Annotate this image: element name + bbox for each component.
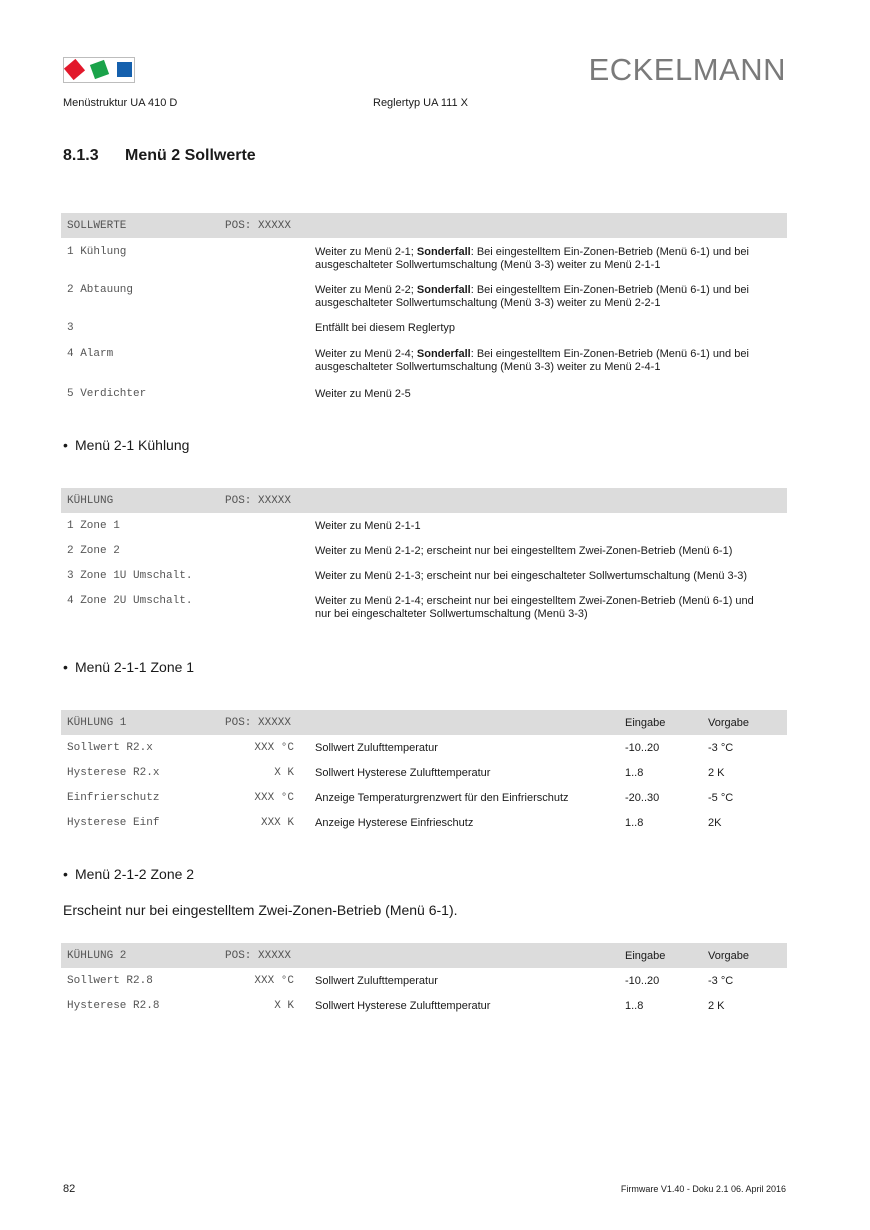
table-header [61,213,787,238]
controller-type: Reglertyp UA 111 X [373,97,468,109]
menu-pos: POS: XXXXX [225,220,292,232]
row-name: 3 [67,322,74,334]
table-row [61,388,787,408]
row-description: Weiter zu Menü 2-4; Sonderfall: Bei eingestelltem Ein-Zonen-Betrieb (Menü 6-1) und bei ausgeschalteter Sollwertumschaltung (Menü 3-3) weiter zu Menü 2-4-1 [315,348,749,373]
row-default-value: 2 K [708,1000,725,1012]
row-unit: X K [274,1000,294,1012]
row-default-value: -5 °C [708,792,734,804]
table-row [61,322,787,348]
row-input-range: -10..20 [625,975,660,987]
table-row [61,348,787,386]
row-description: Sollwert Hysterese Zulufttemperatur [315,1000,491,1012]
row-unit: XXX °C [254,975,294,987]
row-name: 1 Zone 1 [67,520,120,532]
row-name: Hysterese R2.x [67,767,160,779]
row-unit: XXX K [260,817,294,829]
table-row [61,792,787,817]
row-description: Weiter zu Menü 2-1-3; erscheint nur bei eingeschalteter Sollwertumschaltung (Menü 3-3) [315,570,748,582]
table-header [61,943,787,968]
menu-title: KÜHLUNG 2 [67,950,127,962]
bullet-menu-2-1-1: • Menü 2-1-1 Zone 1 [63,659,195,675]
row-default-value: 2 K [708,767,725,779]
section-title-text: Menü 2 Sollwerte [125,147,256,164]
row-description: Anzeige Hysterese Einfrieschutz [315,817,474,829]
logo-red-square [64,59,85,80]
table-zone-2 [61,943,787,1013]
row-description: Sollwert Zulufttemperatur [315,975,438,987]
row-name: Hysterese Einf [67,817,160,829]
row-input-range: 1..8 [625,1000,644,1012]
row-description: Sollwert Zulufttemperatur [315,742,438,754]
page-number: 82 [63,1183,76,1195]
row-name: Einfrierschutz [67,792,160,804]
row-name: 5 Verdichter [67,388,147,400]
row-input-range: -10..20 [625,742,660,754]
row-description: Weiter zu Menü 2-1-4; erscheint nur bei eingestelltem Zwei-Zonen-Betrieb (Menü 6-1) und nur bei eingeschalteter Sollwertumschaltung (Menü 3-3) [315,595,754,620]
table-row [61,1000,787,1020]
row-description: Anzeige Temperaturgrenzwert für den Einfrierschutz [315,792,569,804]
document-title: Menüstruktur UA 410 D [63,97,178,109]
row-name: 2 Zone 2 [67,545,120,557]
menu-title: SOLLWERTE [67,220,127,232]
table-row [61,246,787,282]
row-default-value: 2K [708,817,722,829]
row-unit: XXX °C [254,742,294,754]
row-input-range: -20..30 [625,792,660,804]
column-default-header: Vorgabe [708,717,749,729]
column-default-header: Vorgabe [708,950,749,962]
row-description: Weiter zu Menü 2-1; Sonderfall: Bei eingestelltem Ein-Zonen-Betrieb (Menü 6-1) und bei ausgeschalteter Sollwertumschaltung (Menü 3-3) weiter zu Menü 2-1-1 [315,246,749,271]
table-row [61,817,787,837]
section-number: 8.1.3 [63,147,99,164]
section-title [63,147,256,165]
table-header [61,710,787,735]
column-input-header: Eingabe [625,717,666,729]
table-sollwerte [61,213,787,400]
row-description: Weiter zu Menü 2-2; Sonderfall: Bei eingestelltem Ein-Zonen-Betrieb (Menü 6-1) und bei ausgeschalteter Sollwertumschaltung (Menü 3-3) weiter zu Menü 2-2-1 [315,284,749,309]
table-row [61,595,787,625]
row-description: Sollwert Hysterese Zulufttemperatur [315,767,491,779]
row-unit: XXX °C [254,792,294,804]
row-default-value: -3 °C [708,975,734,987]
row-input-range: 1..8 [625,817,644,829]
table-row [61,570,787,595]
row-name: 2 Abtauung [67,284,134,296]
logo-blue-square [117,62,132,77]
table-row [61,545,787,570]
row-name: Sollwert R2.8 [67,975,153,987]
table-kuehlung [61,488,787,618]
row-description: Weiter zu Menü 2-1-2; erscheint nur bei eingestelltem Zwei-Zonen-Betrieb (Menü 6-1) [315,545,733,557]
bullet-menu-2-1-2: • Menü 2-1-2 Zone 2 [63,866,195,882]
bullet-menu-2-1: • Menü 2-1 Kühlung [63,437,190,453]
table-row [61,742,787,767]
row-unit: X K [274,767,294,779]
row-input-range: 1..8 [625,767,644,779]
row-name: Sollwert R2.x [67,742,153,754]
table-zone-1 [61,710,787,830]
row-name: Hysterese R2.8 [67,1000,160,1012]
menu-pos: POS: XXXXX [225,950,292,962]
logo-green-square [90,60,109,79]
row-name: 1 Kühlung [67,246,127,258]
row-default-value: -3 °C [708,742,734,754]
menu-title: KÜHLUNG [67,495,114,507]
row-description: Entfällt bei diesem Reglertyp [315,322,456,334]
row-name: 4 Zone 2U Umschalt. [67,595,193,607]
menu-pos: POS: XXXXX [225,717,292,729]
table-header [61,488,787,513]
menu-pos: POS: XXXXX [225,495,292,507]
table-row [61,520,787,545]
table-row [61,975,787,1000]
table-row [61,767,787,792]
row-name: 4 Alarm [67,348,114,360]
zone-2-note: Erscheint nur bei eingestelltem Zwei-Zonen-Betrieb (Menü 6-1). [63,902,458,918]
firmware-version: Firmware V1.40 - Doku 2.1 06. April 2016 [620,1184,786,1194]
row-name: 3 Zone 1U Umschalt. [67,570,193,582]
eckelmann-logo [63,57,135,83]
row-description: Weiter zu Menü 2-1-1 [315,520,421,532]
table-row [61,284,787,322]
menu-title: KÜHLUNG 1 [67,717,127,729]
row-description: Weiter zu Menü 2-5 [315,388,411,400]
brand-name: ECKELMANN [588,52,786,87]
column-input-header: Eingabe [625,950,666,962]
